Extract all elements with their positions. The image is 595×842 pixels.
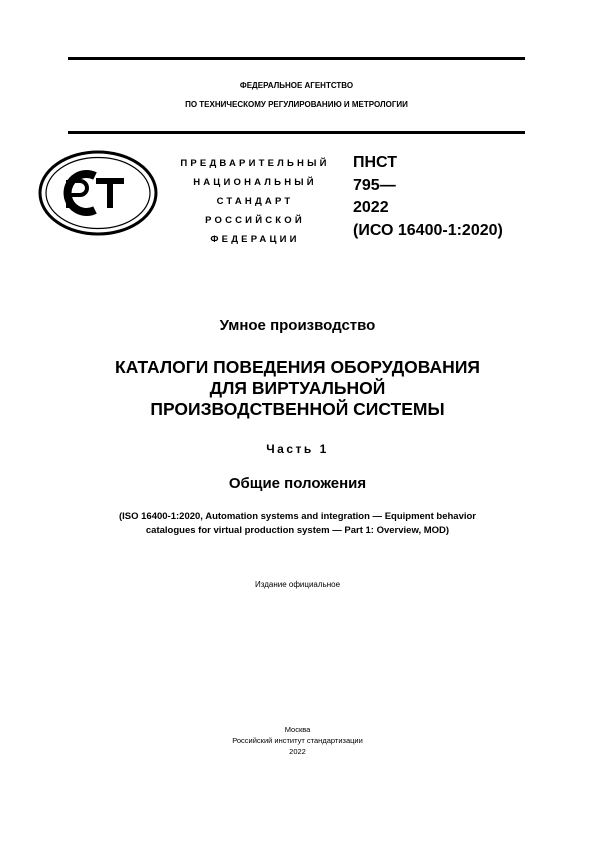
- edition-note: Издание официальное: [254, 580, 341, 589]
- standard-number-line: 795—: [353, 176, 396, 194]
- standard-type-line: ФЕДЕРАЦИИ: [210, 234, 300, 245]
- standard-type-line: СТАНДАРТ: [216, 196, 294, 207]
- imprint-year: 2022: [289, 747, 306, 756]
- gost-r-seal-icon: [38, 150, 158, 236]
- standard-type-line: РОССИЙСКОЙ: [205, 215, 305, 226]
- iso-reference-line: catalogues for virtual production system — Part 1: Overview, MOD): [145, 525, 450, 536]
- agency-line-2: ПО ТЕХНИЧЕСКОМУ РЕГУЛИРОВАНИЮ И МЕТРОЛОГИИ: [185, 100, 408, 109]
- imprint-publisher: Российский институт стандартизации: [232, 736, 363, 745]
- standard-type-line: ПРЕДВАРИТЕЛЬНЫЙ: [180, 158, 330, 169]
- standard-number-line: (ИСО 16400-1:2020): [353, 221, 503, 239]
- standard-number: [353, 152, 503, 242]
- standard-type-line: НАЦИОНАЛЬНЫЙ: [193, 177, 317, 188]
- agency-line-1: ФЕДЕРАЛЬНОЕ АГЕНТСТВО: [239, 81, 354, 90]
- standard-number-line: 2022: [353, 199, 389, 216]
- subject-area: Умное производство: [219, 317, 376, 334]
- title-line: КАТАЛОГИ ПОВЕДЕНИЯ ОБОРУДОВАНИЯ: [115, 357, 480, 377]
- title-line: ПРОИЗВОДСТВЕННОЙ СИСТЕМЫ: [150, 399, 445, 419]
- part-label: Часть 1: [266, 442, 329, 456]
- top-rule: [68, 57, 525, 60]
- standard-number-line: ПНСТ: [353, 154, 397, 171]
- imprint-city: Москва: [284, 725, 311, 734]
- standard-type: [160, 154, 350, 249]
- document-title: [0, 357, 595, 420]
- iso-reference: [0, 510, 595, 538]
- part-subtitle: Общие положения: [228, 475, 367, 492]
- title-line: ДЛЯ ВИРТУАЛЬНОЙ: [209, 378, 386, 398]
- imprint: [0, 724, 595, 757]
- middle-rule: [68, 131, 525, 134]
- iso-reference-line: (ISO 16400-1:2020, Automation systems and integration — Equipment behavior: [118, 511, 477, 522]
